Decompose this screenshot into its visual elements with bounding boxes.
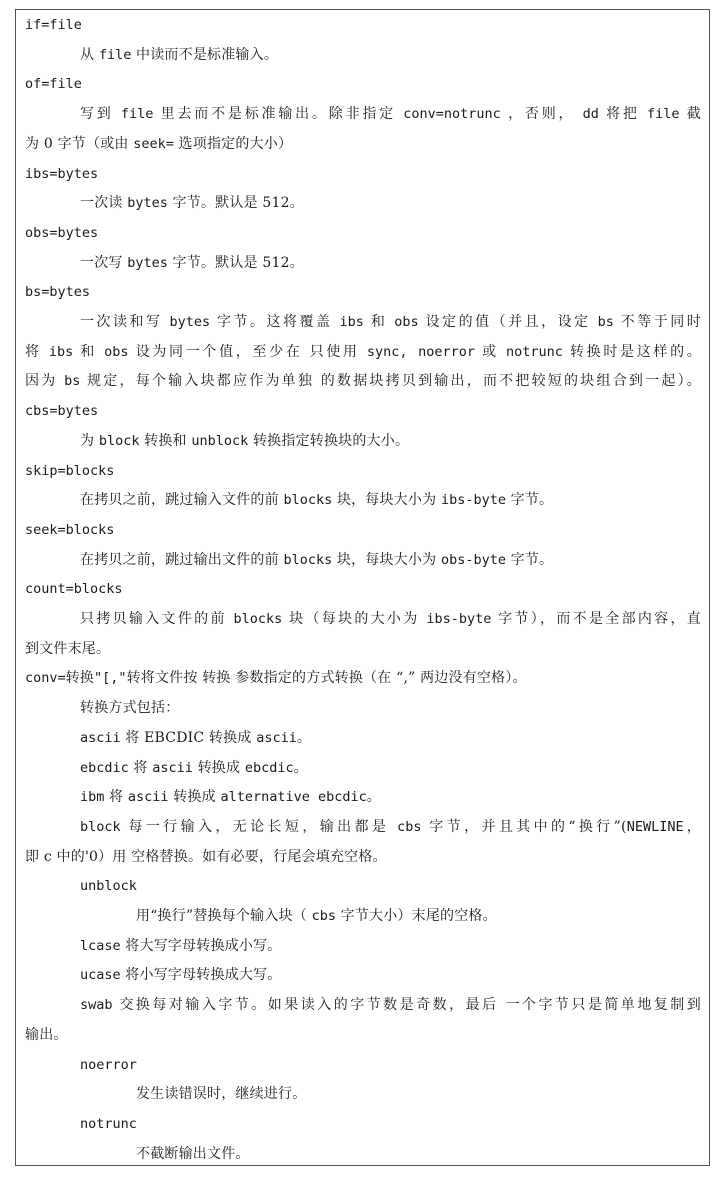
text-line: [80, 248, 701, 278]
text-line: [80, 99, 701, 129]
code-term: ebcdic: [244, 759, 294, 776]
code-term: bs: [64, 373, 81, 390]
code-term: seek=: [133, 135, 174, 152]
text-span: 转换方式包括：: [80, 700, 180, 717]
text-span: 。: [293, 759, 308, 776]
option-heading: [25, 69, 701, 99]
text-line: [80, 812, 701, 842]
text-span: 转换成: [192, 759, 245, 776]
text-span: 字节），而不是全部内容，直: [491, 611, 702, 627]
text-span: 字节。默认是 512。: [167, 254, 304, 271]
code-term: count=blocks: [25, 581, 123, 598]
code-term: ucase: [80, 967, 121, 984]
text-line: [80, 990, 701, 1020]
code-term: sync, noerror: [366, 343, 475, 360]
text-line: [80, 753, 701, 783]
code-term: block: [80, 818, 121, 835]
text-line: [80, 723, 701, 753]
code-term: bytes: [127, 195, 168, 212]
text-line: [80, 871, 701, 901]
text-span: 设为同一个值，至少在 只使用: [128, 343, 367, 360]
code-term: ascii: [127, 789, 169, 806]
code-term: of=file: [25, 76, 82, 93]
text-span: 字节，并且其中的“换行”(: [421, 818, 627, 835]
text-span: 转换和: [139, 432, 192, 449]
text-span: 转换时是这样的。: [562, 343, 701, 360]
code-term: blocks: [283, 551, 333, 568]
text-span: 中读而不是标准输入。: [131, 46, 279, 63]
text-span: 将把: [598, 106, 648, 123]
text-span: 到文件末尾。: [25, 640, 111, 657]
code-term: blocks: [283, 492, 333, 509]
text-span: 每一行输入，无论长短，输出都是: [120, 818, 398, 835]
code-term: ibs-byte: [440, 492, 506, 509]
text-span: 只拷贝输入文件的前: [80, 611, 234, 627]
code-term: unblock: [191, 432, 249, 449]
text-span: 转将文件按 转换 参数指定的方式转换（在 “,” 两边没有空格）。: [126, 670, 527, 687]
code-term: cbs: [397, 818, 422, 835]
code-term: obs: [394, 314, 419, 330]
text-span: 字节。: [505, 492, 554, 509]
text-span: 字节大小）末尾的空格。: [335, 908, 497, 924]
text-span: 因为: [25, 373, 65, 390]
text-span: 转换: [65, 670, 95, 687]
text-span: 发生读错误时，继续进行。: [136, 1086, 307, 1103]
text-span: 一次读: [80, 195, 128, 212]
text-span: 里去而不是标准输出。除非指定: [153, 106, 404, 123]
option-heading: [25, 10, 701, 40]
text-line: [25, 1020, 701, 1050]
text-span: 交换每对输入字节。如果读入的字节数是奇数，最后 一个字节只是简单地复制到: [112, 997, 701, 1014]
code-term: seek=blocks: [25, 521, 115, 538]
code-term: file: [120, 106, 154, 123]
code-term: NEWLINE: [626, 818, 684, 835]
text-span: 将 EBCDIC 转换成: [120, 729, 257, 746]
text-span: 截: [679, 106, 701, 123]
text-span: 将大写字母转换成小写。: [120, 937, 282, 954]
code-term: bs: [597, 314, 614, 330]
text-line: [80, 693, 701, 723]
text-span: 或: [475, 343, 506, 360]
text-line: [25, 366, 701, 396]
text-span: 在拷贝之前，跳过输出文件的前: [80, 551, 284, 568]
code-term: unblock: [80, 878, 137, 895]
code-term: ibm: [80, 789, 105, 806]
code-term: ibs=bytes: [25, 165, 99, 182]
code-term: dd: [582, 106, 599, 123]
text-line: [80, 426, 701, 456]
code-term: skip=blocks: [25, 462, 115, 479]
text-line: [80, 1109, 701, 1139]
code-term: obs: [104, 343, 129, 360]
text-line: [80, 1050, 701, 1080]
code-term: ascii: [256, 729, 297, 746]
text-span: 转换指定转换块的大小。: [248, 432, 410, 449]
text-line: [80, 782, 701, 812]
text-span: 字节。默认是 512。: [167, 195, 304, 212]
text-line: [80, 188, 701, 218]
text-span: ，否则，: [500, 106, 583, 123]
text-span: 输出。: [25, 1026, 68, 1043]
text-span: 字节。这将覆盖: [210, 314, 340, 330]
text-line: [80, 485, 701, 515]
option-heading: [25, 515, 701, 545]
code-term: ibs-byte: [426, 611, 492, 627]
text-span: 块（每块的大小为: [282, 611, 427, 627]
code-term: conv=: [25, 670, 66, 687]
option-heading: [25, 218, 701, 248]
text-span: 将: [25, 343, 49, 360]
code-term: swab: [80, 997, 113, 1014]
code-term: bytes: [127, 254, 168, 271]
text-span: 规定，每个输入块都应作为单独 的数据块拷贝到输出，而不把较短的块组合到一起）。: [80, 373, 701, 390]
code-term: conv=notrunc: [403, 106, 501, 123]
option-heading: [25, 396, 701, 426]
text-line: [25, 129, 701, 159]
code-term: ascii: [152, 759, 193, 776]
text-span: 写到: [80, 106, 121, 123]
text-line: [136, 1079, 701, 1109]
code-term: if=file: [25, 17, 82, 33]
text-span: 即 c 中的'0）用 空格替换。如有必要，行尾会填充空格。: [25, 848, 387, 865]
text-span: 。: [366, 789, 381, 806]
text-line: [80, 960, 701, 990]
code-term: cbs: [311, 908, 336, 924]
text-line: [80, 307, 701, 337]
code-term: lcase: [80, 937, 121, 954]
text-span: 和: [73, 343, 105, 360]
option-heading: [25, 574, 701, 604]
code-term: notrunc: [80, 1115, 137, 1132]
text-line: [136, 1139, 701, 1169]
code-term: notrunc: [505, 343, 563, 360]
text-span: 用“换行”替换每个输入块（: [136, 908, 312, 924]
code-term: ebcdic: [80, 759, 129, 776]
text-span: 。: [296, 729, 312, 746]
text-span: ，: [683, 818, 701, 835]
code-term: alternative ebcdic: [220, 789, 367, 806]
option-heading: [25, 159, 701, 189]
code-term: bytes: [169, 314, 211, 330]
option-heading: [25, 277, 701, 307]
text-span: 一次写: [80, 254, 128, 271]
code-term: block: [98, 432, 140, 449]
code-term: bs=bytes: [25, 284, 91, 301]
text-span: 选项指定的大小）: [173, 135, 293, 152]
code-term: cbs=bytes: [25, 403, 99, 420]
text-line: [80, 40, 701, 70]
code-term: ascii: [80, 729, 121, 746]
text-span: 在拷贝之前，跳过输入文件的前: [80, 492, 284, 509]
text-line: [80, 545, 701, 575]
text-span: 将小写字母转换成大写。: [120, 967, 282, 984]
code-term: ibs: [339, 314, 364, 330]
option-heading: [25, 456, 701, 486]
text-span: 和: [363, 314, 395, 330]
text-span: 块，每块大小为: [332, 551, 441, 568]
text-span: 为: [80, 432, 99, 449]
dd-options-document: [15, 9, 710, 1166]
text-span: 一次读和写: [80, 314, 170, 330]
text-line: [136, 901, 701, 931]
code-term: blocks: [233, 611, 283, 627]
text-span: 块，每块大小为: [332, 492, 441, 509]
text-span: 为 0 字节（或由: [25, 135, 134, 152]
code-term: noerror: [80, 1056, 137, 1073]
text-span: 从: [80, 46, 99, 63]
code-term: file: [647, 106, 680, 123]
text-span: 将: [104, 789, 128, 806]
text-line: [80, 604, 701, 634]
code-term: obs-byte: [440, 551, 506, 568]
text-line: [25, 337, 701, 367]
code-term: "[,": [94, 670, 127, 687]
text-span: 将: [128, 759, 153, 776]
text-line: [25, 634, 701, 664]
text-span: 设定的值（并且，设定: [418, 314, 598, 330]
text-span: 不截断输出文件。: [136, 1145, 250, 1162]
text-span: 字节。: [505, 551, 554, 568]
text-span: 不等于同时: [613, 314, 701, 330]
text-line: [25, 842, 701, 872]
text-line: [25, 663, 701, 693]
code-term: ibs: [48, 343, 74, 360]
code-term: file: [98, 46, 132, 63]
text-line: [80, 931, 701, 961]
code-term: obs=bytes: [25, 224, 99, 241]
text-span: 转换成: [168, 789, 221, 806]
